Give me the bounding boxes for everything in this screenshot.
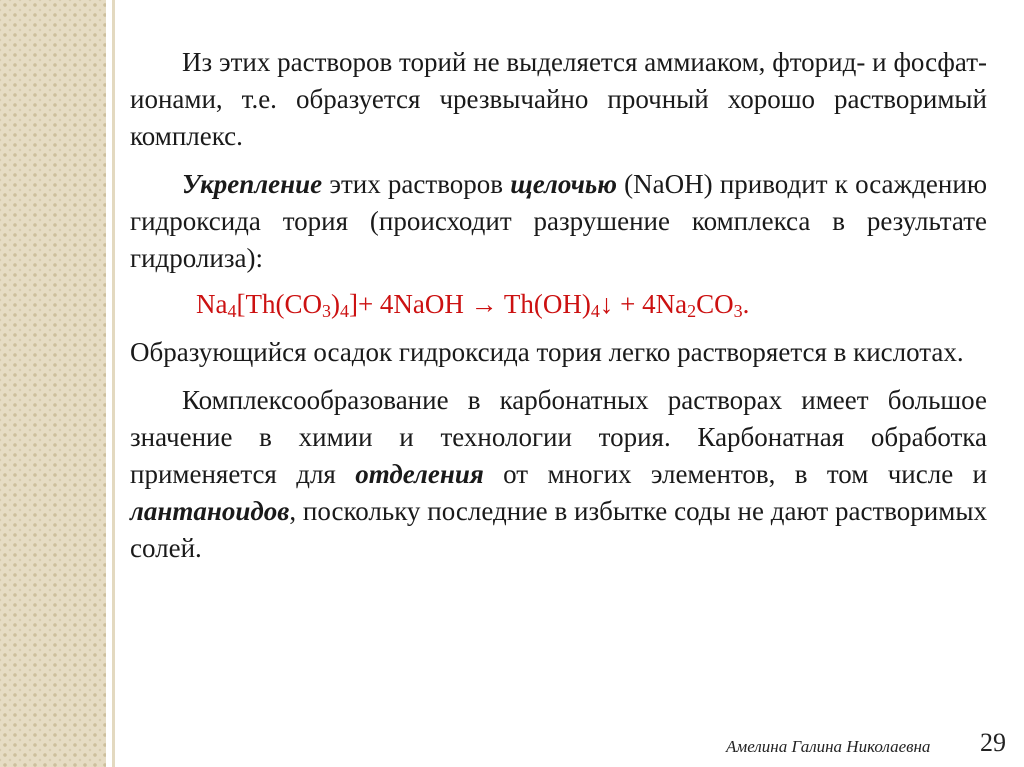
paragraph-4-text-1: Комплексообразование в карбонатных растворах имеет большое значение в химии и технологии тория. Карбонатная обработка применяется для — [130, 385, 987, 489]
eq-part-e: ↓ + 4Na — [599, 289, 688, 319]
eq-sub-d: 4 — [590, 301, 600, 321]
paragraph-2-text-2: (NaOH) приводит к осаждению гидроксида тория (происходит разрушение комплекса в результате гидролиза): — [130, 169, 987, 273]
eq-sub-c: 4 — [339, 301, 349, 321]
eq-part-f: CO — [696, 289, 734, 319]
eq-part-a: Na — [196, 289, 228, 319]
decorative-side-band — [0, 0, 106, 767]
emphasis-lantanoidov: лантаноидов — [130, 496, 290, 526]
chemical-equation — [196, 286, 987, 323]
eq-part-d: ]+ 4NaOH → Th(OH) — [348, 289, 591, 319]
emphasis-shchelochyu: щелочью — [510, 169, 617, 199]
emphasis-ukreplenie: Укрепление — [182, 169, 323, 199]
emphasis-otdeleniya: отделения — [355, 459, 484, 489]
paragraph-1: Из этих растворов торий не выделяется аммиаком, фторид- и фосфат-ионами, т.е. образуется чрезвычайно прочный хорошо растворимый комплекс. — [130, 47, 987, 151]
paragraph-2-text-1: этих растворов — [322, 169, 511, 199]
slide-content — [130, 44, 987, 578]
eq-sub-b: 3 — [321, 301, 331, 321]
paragraph-4 — [130, 382, 987, 567]
paragraph-4-text-3: , поскольку последние в избытке соды не дают растворимых солей. — [130, 496, 987, 563]
footer-author: Амелина Галина Николаевна — [726, 737, 931, 756]
paragraph-4-text-2: от многих элементов, в том числе и — [483, 459, 987, 489]
eq-sub-a: 4 — [227, 301, 237, 321]
eq-part-b: [Th(CO — [236, 289, 322, 319]
eq-sub-f: 3 — [733, 301, 743, 321]
page-number: 29 — [980, 728, 1006, 757]
eq-sub-e: 2 — [687, 301, 697, 321]
eq-part-g: . — [742, 289, 750, 319]
decorative-side-line — [112, 0, 115, 767]
eq-part-c: ) — [330, 289, 340, 319]
paragraph-2 — [130, 166, 987, 277]
paragraph-3: Образующийся осадок гидроксида тория легко растворяется в кислотах. — [130, 337, 964, 367]
